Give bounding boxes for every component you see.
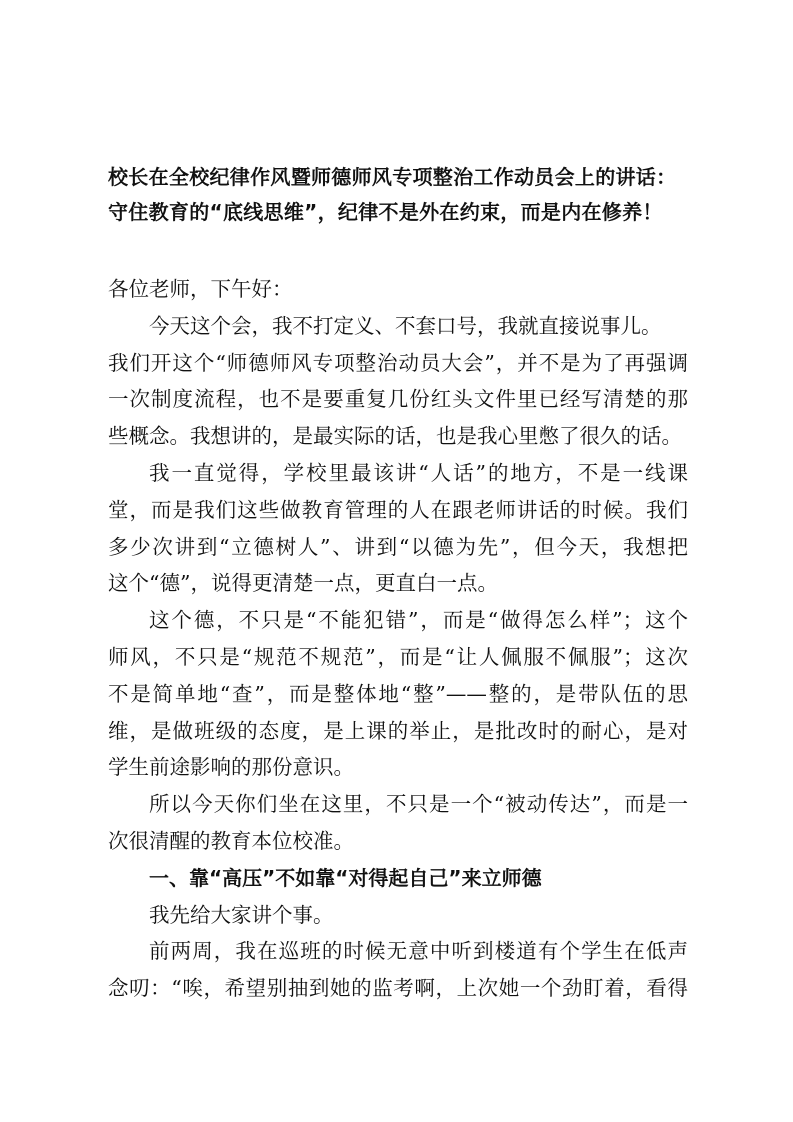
- paragraph-line: 不是简单地“查”，而是整体地“整”——整的，是带队伍的思: [108, 681, 688, 706]
- section-paragraph-2: [108, 933, 688, 1007]
- document-title: [108, 160, 708, 230]
- paragraph-line: 前两周，我在巡班的时候无意中听到楼道有个学生在低声: [149, 939, 688, 964]
- paragraph-3: [108, 602, 688, 786]
- paragraph-line: 我一直觉得，学校里最该讲“人话”的地方，不是一线课: [149, 460, 688, 485]
- paragraph-line: 堂，而是我们这些做教育管理的人在跟老师讲话的时候。我们: [108, 497, 688, 522]
- paragraph-line: 维，是做班级的态度，是上课的举止，是批改时的耐心，是对: [108, 718, 688, 743]
- paragraph-line: 学生前途影响的那份意识。: [108, 755, 354, 780]
- paragraph-line: 多少次讲到“立德树人”、讲到“以德为先”，但今天，我想把: [108, 534, 688, 559]
- document-body: [108, 271, 688, 1007]
- paragraph-line: 这个德，不只是“不能犯错”，而是“做得怎么样”；这个: [149, 608, 688, 633]
- paragraph-line: 些概念。我想讲的，是最实际的话，也是我心里憋了很久的话。: [108, 424, 682, 449]
- paragraph-1: [108, 308, 688, 455]
- paragraph-line: 我先给大家讲个事。: [149, 902, 334, 927]
- paragraph-line: 念叨：“唉，希望别抽到她的监考啊，上次她一个劲盯着，看得: [108, 976, 688, 1001]
- title-line-1: 校长在全校纪律作风暨师德师风专项整治工作动员会上的讲话：: [108, 165, 677, 189]
- paragraph-line: 次很清醒的教育本位校准。: [108, 828, 354, 853]
- paragraph-line: 一次制度流程，也不是要重复几份红头文件里已经写清楚的那: [108, 387, 688, 412]
- paragraph-line: 师风，不只是“规范不规范”，而是“让人佩服不佩服”；这次: [108, 644, 688, 669]
- paragraph-line: 我们开这个“师德师风专项整治动员大会”，并不是为了再强调: [108, 350, 688, 375]
- paragraph-line: 所以今天你们坐在这里，不只是一个“被动传达”，而是一: [149, 792, 688, 817]
- title-line-2: 守住教育的“底线思维”，纪律不是外在约束，而是内在修养！: [108, 200, 663, 224]
- section-heading: 一、靠“高压”不如靠“对得起自己”来立师德: [149, 865, 542, 890]
- paragraph-line: 这个“德”，说得更清楚一点，更直白一点。: [108, 571, 498, 596]
- paragraph-line: 今天这个会，我不打定义、不套口号，我就直接说事儿。: [149, 313, 662, 338]
- paragraph-4: [108, 786, 688, 860]
- greeting: 各位老师，下午好：: [108, 277, 293, 301]
- paragraph-2: [108, 455, 688, 602]
- section-paragraph-1: [108, 897, 688, 934]
